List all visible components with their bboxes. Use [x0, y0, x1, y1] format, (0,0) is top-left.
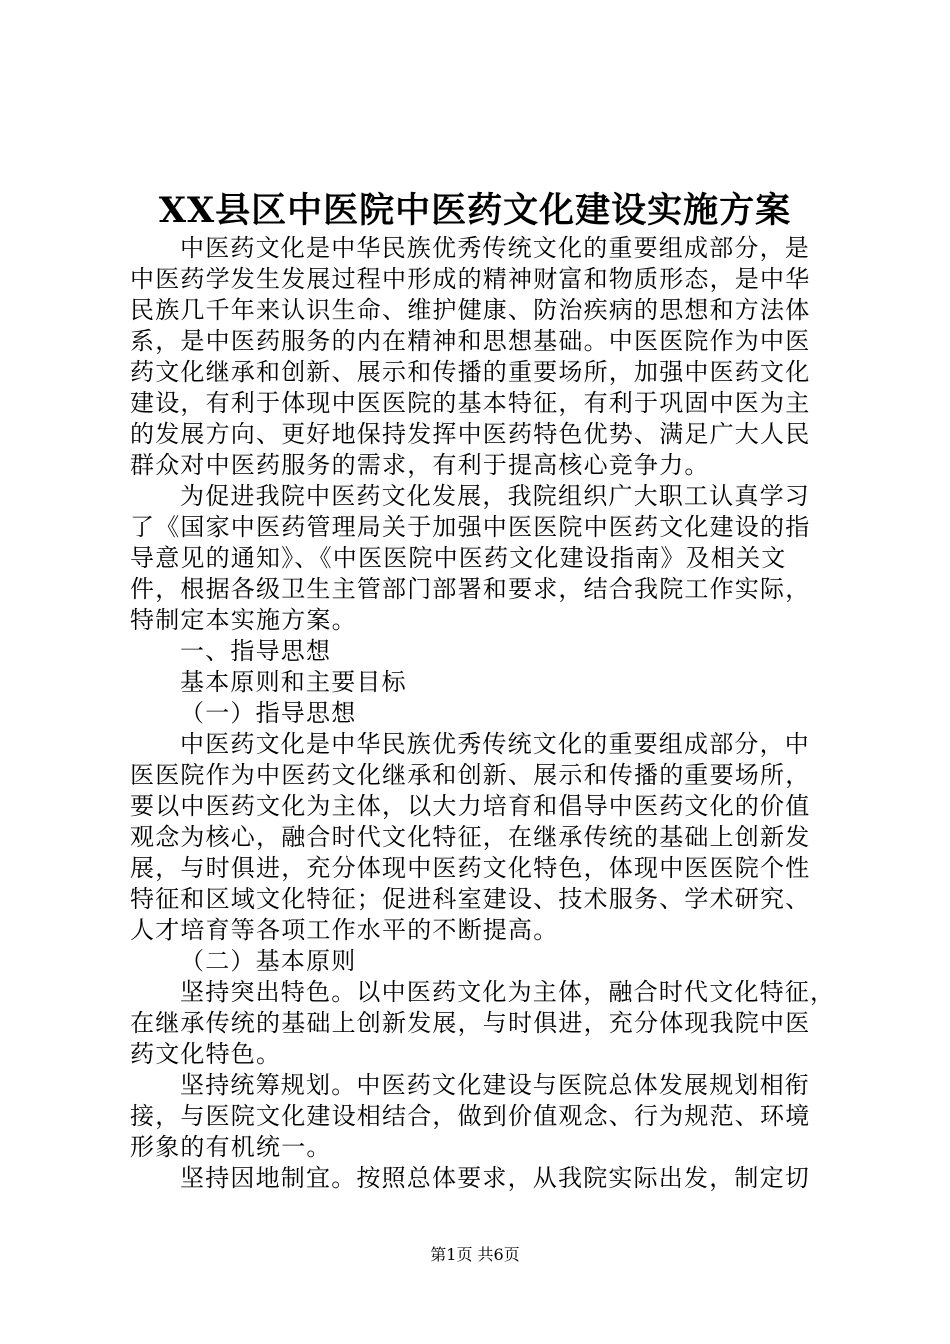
text-line: 基本原则和主要目标: [180, 668, 407, 696]
text-line: 系，是中医药服务的内在精神和思想基础。中医医院作为中医: [130, 327, 811, 355]
text-line: 医医院作为中医药文化继承和创新、展示和传播的重要场所，: [130, 761, 811, 789]
text-line: 药文化继承和创新、展示和传播的重要场所，加强中医药文化: [130, 358, 811, 386]
text-line: （二）基本原则: [180, 947, 357, 975]
text-line: 坚持统筹规划。中医药文化建设与医院总体发展规划相衔: [180, 1071, 810, 1099]
text-line: 坚持因地制宜。按照总体要求，从我院实际出发，制定切: [180, 1164, 810, 1192]
text-line: 中医药文化是中华民族优秀传统文化的重要组成部分，中: [180, 730, 810, 758]
text-line: 特征和区域文化特征；促进科室建设、技术服务、学术研究、: [130, 885, 811, 913]
text-line: 特制定本实施方案。: [130, 606, 357, 634]
text-line: 件，根据各级卫生主管部门部署和要求，结合我院工作实际，: [130, 575, 811, 603]
text-line: 人才培育等各项工作水平的不断提高。: [130, 916, 559, 944]
text-line: 药文化特色。: [130, 1040, 282, 1068]
text-line: 形象的有机统一。: [130, 1133, 332, 1161]
text-line: 中医药学发生发展过程中形成的精神财富和物质形态，是中华: [130, 265, 811, 293]
text-line: 坚持突出特色。以中医药文化为主体，融合时代文化特征，: [180, 978, 836, 1006]
text-line: 群众对中医药服务的需求，有利于提高核心竞争力。: [130, 451, 710, 479]
text-line: 在继承传统的基础上创新发展，与时俱进，充分体现我院中医: [130, 1009, 811, 1037]
page-footer: 第1页 共6页: [430, 1245, 520, 1264]
document-body: [130, 233, 836, 1194]
text-line: 民族几千年来认识生命、维护健康、防治疾病的思想和方法体: [130, 296, 811, 324]
text-line: 导意见的通知》、《中医医院中医药文化建设指南》及相关文: [130, 544, 787, 572]
text-line: 中医药文化是中华民族优秀传统文化的重要组成部分，是: [180, 234, 810, 262]
text-line: 一、指导思想: [180, 637, 332, 665]
text-line: （一）指导思想: [180, 699, 357, 727]
text-line: 的发展方向、更好地保持发挥中医药特色优势、满足广大人民: [130, 420, 811, 448]
text-line: 展，与时俱进，充分体现中医药文化特色，体现中医医院个性: [130, 854, 811, 882]
text-line: 为促进我院中医药文化发展，我院组织广大职工认真学习: [180, 482, 810, 510]
text-line: 了《国家中医药管理局关于加强中医医院中医药文化建设的指: [130, 513, 811, 541]
document-title: XX县区中医院中医药文化建设实施方案: [158, 190, 792, 231]
text-line: 观念为核心，融合时代文化特征，在继承传统的基础上创新发: [130, 823, 811, 851]
text-line: 要以中医药文化为主体，以大力培育和倡导中医药文化的价值: [130, 792, 811, 820]
text-line: 接，与医院文化建设相结合，做到价值观念、行为规范、环境: [130, 1102, 811, 1130]
text-line: 建设，有利于体现中医医院的基本特征，有利于巩固中医为主: [130, 389, 811, 417]
